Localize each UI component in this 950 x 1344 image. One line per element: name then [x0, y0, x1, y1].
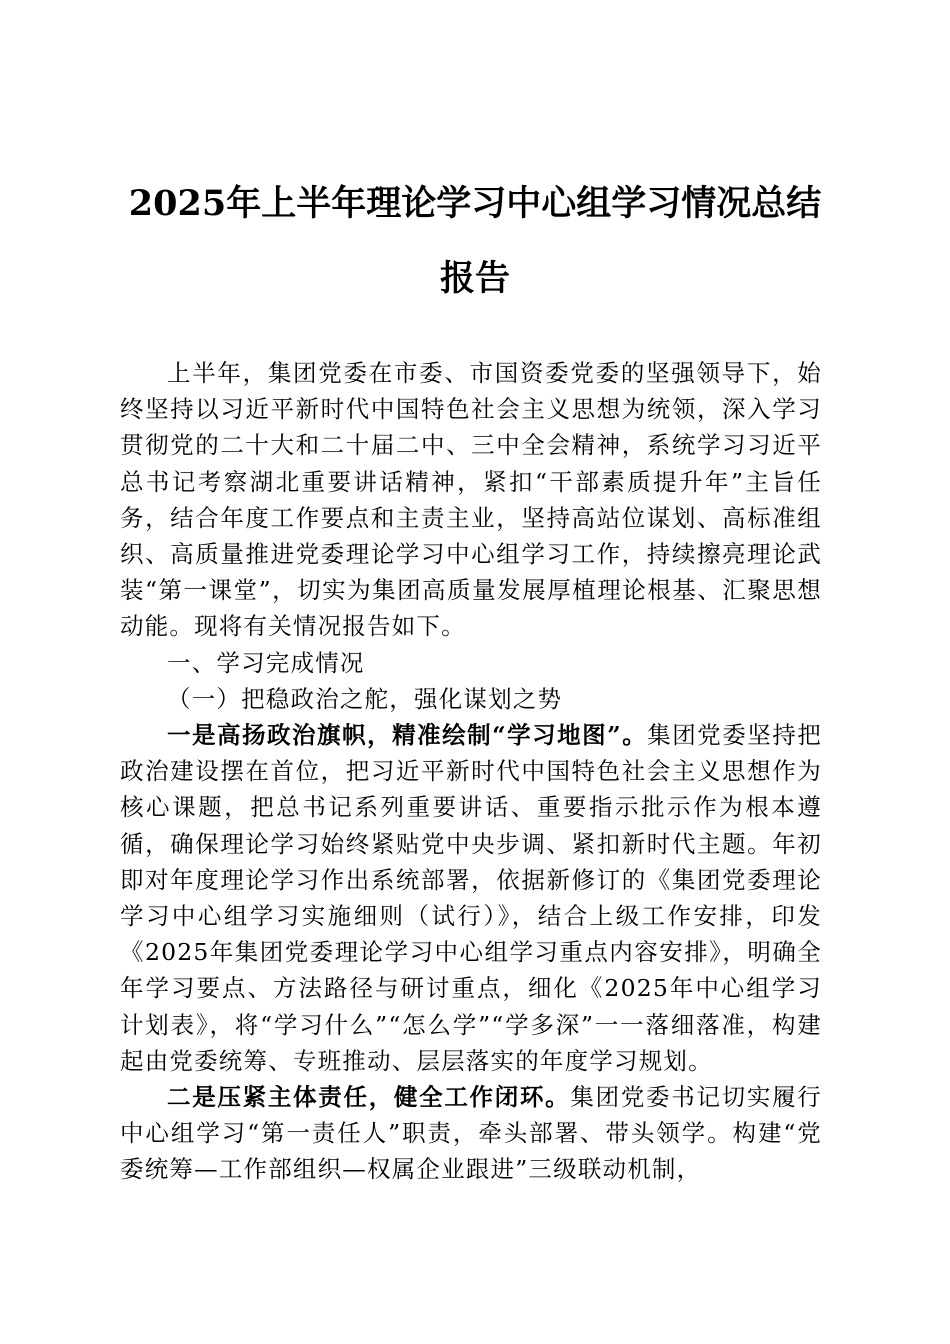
paragraph-2 — [120, 1079, 822, 1188]
document-title — [110, 166, 840, 316]
paragraph-1-body: 集团党委坚持把政治建设摆在首位，把习近平新时代中国特色社会主义思想作为核心课题，把总书记系列重要讲话、重要指示批示作为根本遵循，确保理论学习始终紧贴党中央步调、紧扣新时代主题。年初即对年度理论学习作出系统部署，依据新修订的《集团党委理论学习中心组学习实施细则（试行）》，结合上级工作安排，印发《2025年集团党委理论学习中心组学习重点内容安排》，明确全年学习要点、方法路径与研讨重点，细化《2025年中心组学习计划表》，将“学习什么”“怎么学”“学多深”一一落细落准，构建起由党委统筹、专班推动、层层落实的年度学习规划。 — [120, 721, 822, 1075]
title-line-1: 2025年上半年理论学习中心组学习情况总结 — [128, 183, 822, 224]
title-line-2: 报告 — [439, 258, 510, 299]
paragraph-2-lead: 二是压紧主体责任，健全工作闭环。 — [167, 1083, 571, 1112]
paragraph-1 — [120, 717, 822, 1079]
paragraph-1-lead: 一是高扬政治旗帜，精准绘制“学习地图”。 — [167, 721, 648, 750]
intro-paragraph: 上半年，集团党委在市委、市国资委党委的坚强领导下，始终坚持以习近平新时代中国特色社会主义思想为统领，深入学习贯彻党的二十大和二十届二中、三中全会精神，系统学习习近平总书记考察湖北重要讲话精神，紧扣“干部素质提升年”主旨任务，结合年度工作要点和主责主业，坚持高站位谋划、高标准组织、高质量推进党委理论学习中心组学习工作，持续擦亮理论武装“第一课堂”，切实为集团高质量发展厚植理论根基、汇聚思想动能。现将有关情况报告如下。 — [120, 359, 822, 641]
subsection-heading: （一）把稳政治之舵，强化谋划之势 — [167, 684, 563, 713]
section-heading: 一、学习完成情况 — [167, 648, 365, 677]
document-body — [120, 355, 822, 1188]
paragraph-2-body: 集团党委书记切实履行中心组学习“第一责任人”职责，牵头部署、带头领学。构建“党委统筹—工作部组织—权属企业跟进”三级联动机制， — [120, 1083, 822, 1184]
